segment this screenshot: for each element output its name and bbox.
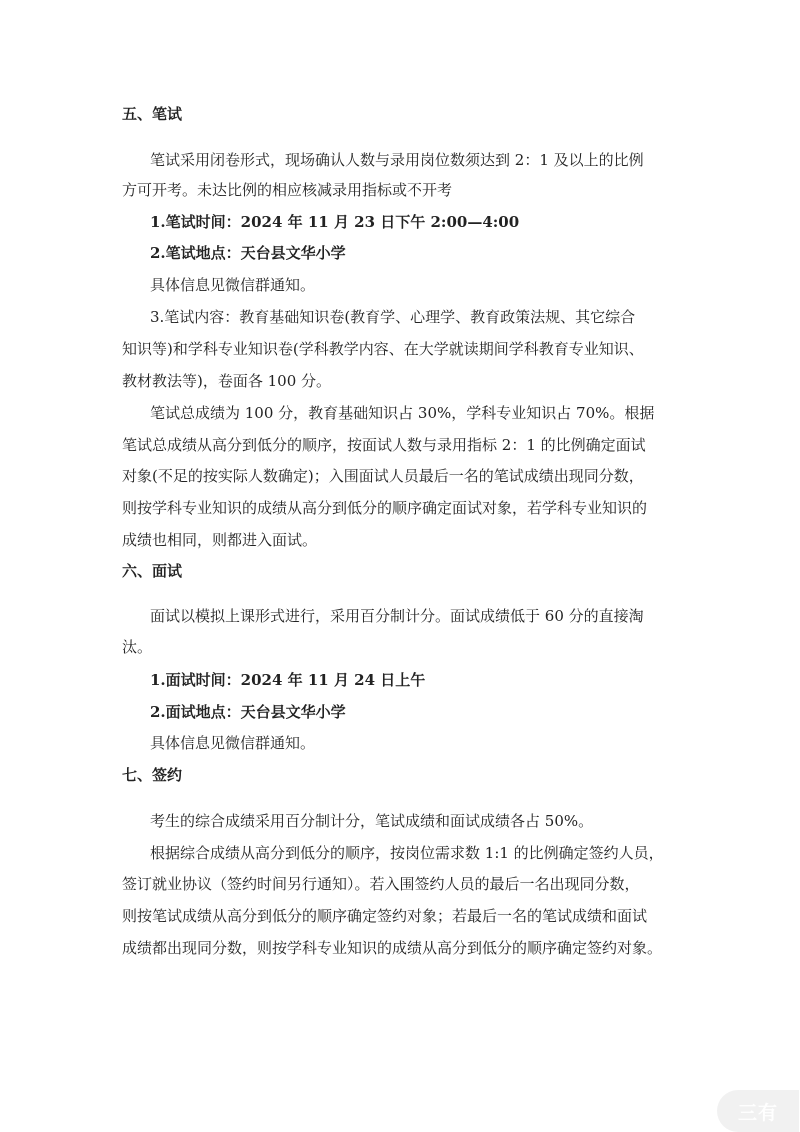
paragraph-line: 签订就业协议（签约时间另行通知）。若入围签约人员的最后一名出现同分数， [122,875,640,893]
paragraph-line: 笔试总成绩从高分到低分的顺序，按面试人数与录用指标 2：1 的比例确定面试 [122,436,646,454]
section-heading-interview: 六、面试 [122,562,183,580]
watermark-badge [717,1090,799,1132]
paragraph-line: 笔试采用闭卷形式，现场确认人数与录用岗位数须达到 2：1 及以上的比例 [150,151,644,169]
paragraph-line: 教材教法等)，卷面各 100 分。 [122,372,332,390]
section-heading-signing: 七、签约 [122,766,183,784]
section-heading-written-exam: 五、笔试 [122,105,183,123]
notice-text: 具体信息见微信群通知。 [150,734,316,752]
paragraph-line: 面试以模拟上课形式进行，采用百分制计分。面试成绩低于 60 分的直接淘 [150,607,644,625]
paragraph-line: 成绩也相同，则都进入面试。 [122,531,318,549]
paragraph-line: 根据综合成绩从高分到低分的顺序，按岗位需求数 1:1 的比例确定签约人员， [150,844,664,862]
interview-time: 1.面试时间：2024 年 11 月 24 日上午 [150,671,426,689]
written-exam-time: 1.笔试时间：2024 年 11 月 23 日下午 2:00—4:00 [150,213,520,231]
paragraph-line: 笔试总成绩为 100 分，教育基础知识占 30%，学科专业知识占 70%。根据 [150,404,655,422]
paragraph-line: 汰。 [122,638,153,656]
paragraph-line: 方可开考。未达比例的相应核减录用指标或不开考 [122,181,453,199]
paragraph-line: 3.笔试内容：教育基础知识卷(教育学、心理学、教育政策法规、其它综合 [150,308,636,326]
paragraph-line: 考生的综合成绩采用百分制计分，笔试成绩和面试成绩各占 50%。 [150,812,594,830]
paragraph-line: 知识等)和学科专业知识卷(学科教学内容、在大学就读期间学科教育专业知识、 [122,340,644,358]
paragraph-line: 对象(不足的按实际人数确定)；入围面试人员最后一名的笔试成绩出现同分数， [122,467,644,485]
paragraph-line: 则按笔试成绩从高分到低分的顺序确定签约对象；若最后一名的笔试成绩和面试 [122,907,648,925]
written-exam-place: 2.笔试地点：天台县文华小学 [150,244,346,262]
paragraph-line: 成绩都出现同分数，则按学科专业知识的成绩从高分到低分的顺序确定签约对象。 [122,939,663,957]
notice-text: 具体信息见微信群通知。 [150,276,316,294]
interview-place: 2.面试地点：天台县文华小学 [150,703,346,721]
watermark-text: 三有 [737,1101,778,1124]
paragraph-line: 则按学科专业知识的成绩从高分到低分的顺序确定面试对象，若学科专业知识的 [122,499,648,517]
